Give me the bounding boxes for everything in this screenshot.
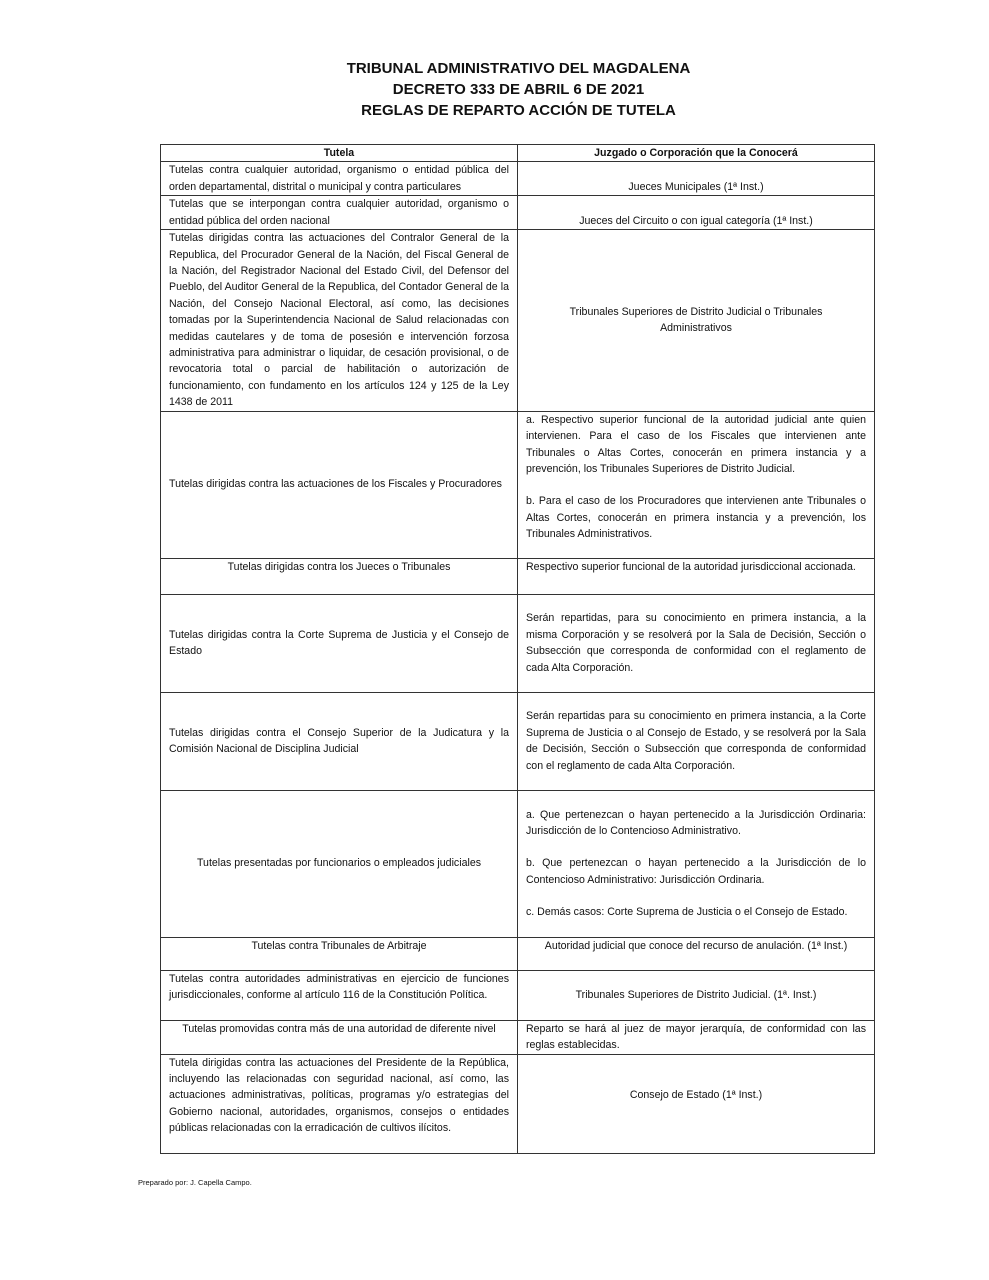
juzgado-option-b: b. Que pertenezcan o hayan pertenecido a la Jurisdicción de lo Contencioso Administrativo: Jurisdicción Ordinaria.: [526, 857, 866, 886]
juzgado-cell: Serán repartidas, para su conocimiento en primera instancia, a la misma Corporación y se resolverá por la Sala de Decisión, Sección o Subsección que corresponda de conformidad con el reglamento de cada Alta Corporación.: [518, 594, 875, 692]
juzgado-cell: Tribunales Superiores de Distrito Judicial o Tribunales Administrativos: [518, 230, 875, 411]
tutela-cell: Tutelas dirigidas contra las actuaciones del Contralor General de la Republica, del Procurador General de la Nación, del Fiscal General de la Nación, del Registrador Nacional del Estado Civil, del Defensor del Pueblo, del Auditor General de la Republica, del Contador General de la Nación, del Consejo Nacional Electoral, así como, las decisiones tomadas por la Superintendencia Nacional de Salud relacionadas con medidas cautelares y de toma de posesión e intervención forzosa administrativa para administrar o liquidar, de cesación provisional, o de revocatoria total o parcial de habilitación o autorización de funcionamiento, con fundamento en los artículos 124 y 125 de la Ley 1438 de 2011: [161, 230, 518, 411]
table-row: [161, 594, 875, 692]
paragraph-spacer: [526, 839, 866, 855]
juzgado-cell: Jueces Municipales (1ª Inst.): [518, 162, 875, 196]
table-row: [161, 790, 875, 937]
table-row: [161, 196, 875, 230]
table-row: [161, 937, 875, 970]
tutela-cell: Tutelas presentadas por funcionarios o empleados judiciales: [161, 790, 518, 937]
header-subject: REGLAS DE REPARTO ACCIÓN DE TUTELA: [361, 102, 676, 119]
juzgado-option-b: b. Para el caso de los Procuradores que intervienen ante Tribunales o Altas Cortes, conocerán en primera instancia y a prevención, los Tribunales Administrativos.: [526, 495, 866, 541]
tutela-cell: Tutelas contra Tribunales de Arbitraje: [161, 937, 518, 970]
paragraph-spacer: [526, 888, 866, 904]
juzgado-cell: Consejo de Estado (1ª Inst.): [518, 1054, 875, 1153]
juzgado-cell: Jueces del Circuito o con igual categoría (1ª Inst.): [518, 196, 875, 230]
document-header: [0, 58, 989, 121]
tutela-cell: Tutelas dirigidas contra las actuaciones de los Fiscales y Procuradores: [161, 411, 518, 558]
tutela-cell: Tutelas dirigidas contra el Consejo Superior de la Judicatura y la Comisión Nacional de Disciplina Judicial: [161, 692, 518, 790]
column-header-juzgado: Juzgado o Corporación que la Conocerá: [518, 145, 875, 162]
tutela-cell: Tutelas que se interpongan contra cualquier autoridad, organismo o entidad pública del orden nacional: [161, 196, 518, 230]
juzgado-cell: Respectivo superior funcional de la autoridad jurisdiccional accionada.: [518, 558, 875, 594]
paragraph-spacer: [526, 477, 866, 493]
juzgado-cell: Reparto se hará al juez de mayor jerarquía, de conformidad con las reglas establecidas.: [518, 1020, 875, 1054]
juzgado-option-a: a. Que pertenezcan o hayan pertenecido a la Jurisdicción Ordinaria: Jurisdicción de lo Contencioso Administrativo.: [526, 808, 866, 838]
table-header-row: [161, 145, 875, 162]
juzgado-cell: Tribunales Superiores de Distrito Judicial. (1ª. Inst.): [518, 970, 875, 1020]
juzgado-cell: Autoridad judicial que conoce del recurso de anulación. (1ª Inst.): [518, 937, 875, 970]
header-court-name: TRIBUNAL ADMINISTRATIVO DEL MAGDALENA: [346, 60, 691, 77]
tutela-cell: Tutelas dirigidas contra los Jueces o Tribunales: [161, 558, 518, 594]
column-header-tutela: Tutela: [161, 145, 518, 162]
rules-table: [160, 144, 875, 1154]
table-row: [161, 558, 875, 594]
table-row: [161, 1020, 875, 1054]
juzgado-cell: [518, 411, 875, 558]
table-row: [161, 1054, 875, 1153]
table-row: [161, 692, 875, 790]
juzgado-cell: Serán repartidas para su conocimiento en primera instancia, a la Corte Suprema de Justicia o al Consejo de Estado, y se resolverá por la Sala de Decisión, Sección o Subsección que corresponda de conformidad con el reglamento de cada Alta Corporación.: [518, 692, 875, 790]
table-row: [161, 411, 875, 558]
table-row: [161, 162, 875, 196]
table-row: [161, 970, 875, 1020]
prepared-by-note: Preparado por: J. Capella Campo.: [138, 1178, 252, 1187]
tutela-cell: Tutelas promovidas contra más de una autoridad de diferente nivel: [161, 1020, 518, 1054]
juzgado-option-c: c. Demás casos: Corte Suprema de Justicia o el Consejo de Estado.: [526, 906, 848, 919]
juzgado-option-a: a. Respectivo superior funcional de la autoridad judicial ante quien intervienen. Para el caso de los Fiscales que intervienen ante Tribunales o Altas Cortes, conocerán en primera instancia y a prevención, los Tribunales Superiores de Distrito Judicial.: [526, 413, 866, 475]
juzgado-cell: [518, 790, 875, 937]
tutela-cell: Tutelas contra autoridades administrativas en ejercicio de funciones jurisdiccionales, conforme al artículo 116 de la Constitución Política.: [161, 970, 518, 1020]
tutela-cell: Tutelas dirigidas contra la Corte Suprema de Justicia y el Consejo de Estado: [161, 594, 518, 692]
table-row: [161, 230, 875, 411]
tutela-cell: Tutela dirigidas contra las actuaciones del Presidente de la República, incluyendo las relacionadas con seguridad nacional, así como, las actuaciones administrativas, políticas, programas y/o estrategias del Gobierno nacional, autoridades, organismos, consejos o entidades públicas relacionadas con la erradicación de cultivos ilícitos.: [161, 1054, 518, 1153]
tutela-cell: Tutelas contra cualquier autoridad, organismo o entidad pública del orden departamental, distrital o municipal y contra particulares: [161, 162, 518, 196]
header-decree: DECRETO 333 DE ABRIL 6 DE 2021: [392, 81, 645, 98]
